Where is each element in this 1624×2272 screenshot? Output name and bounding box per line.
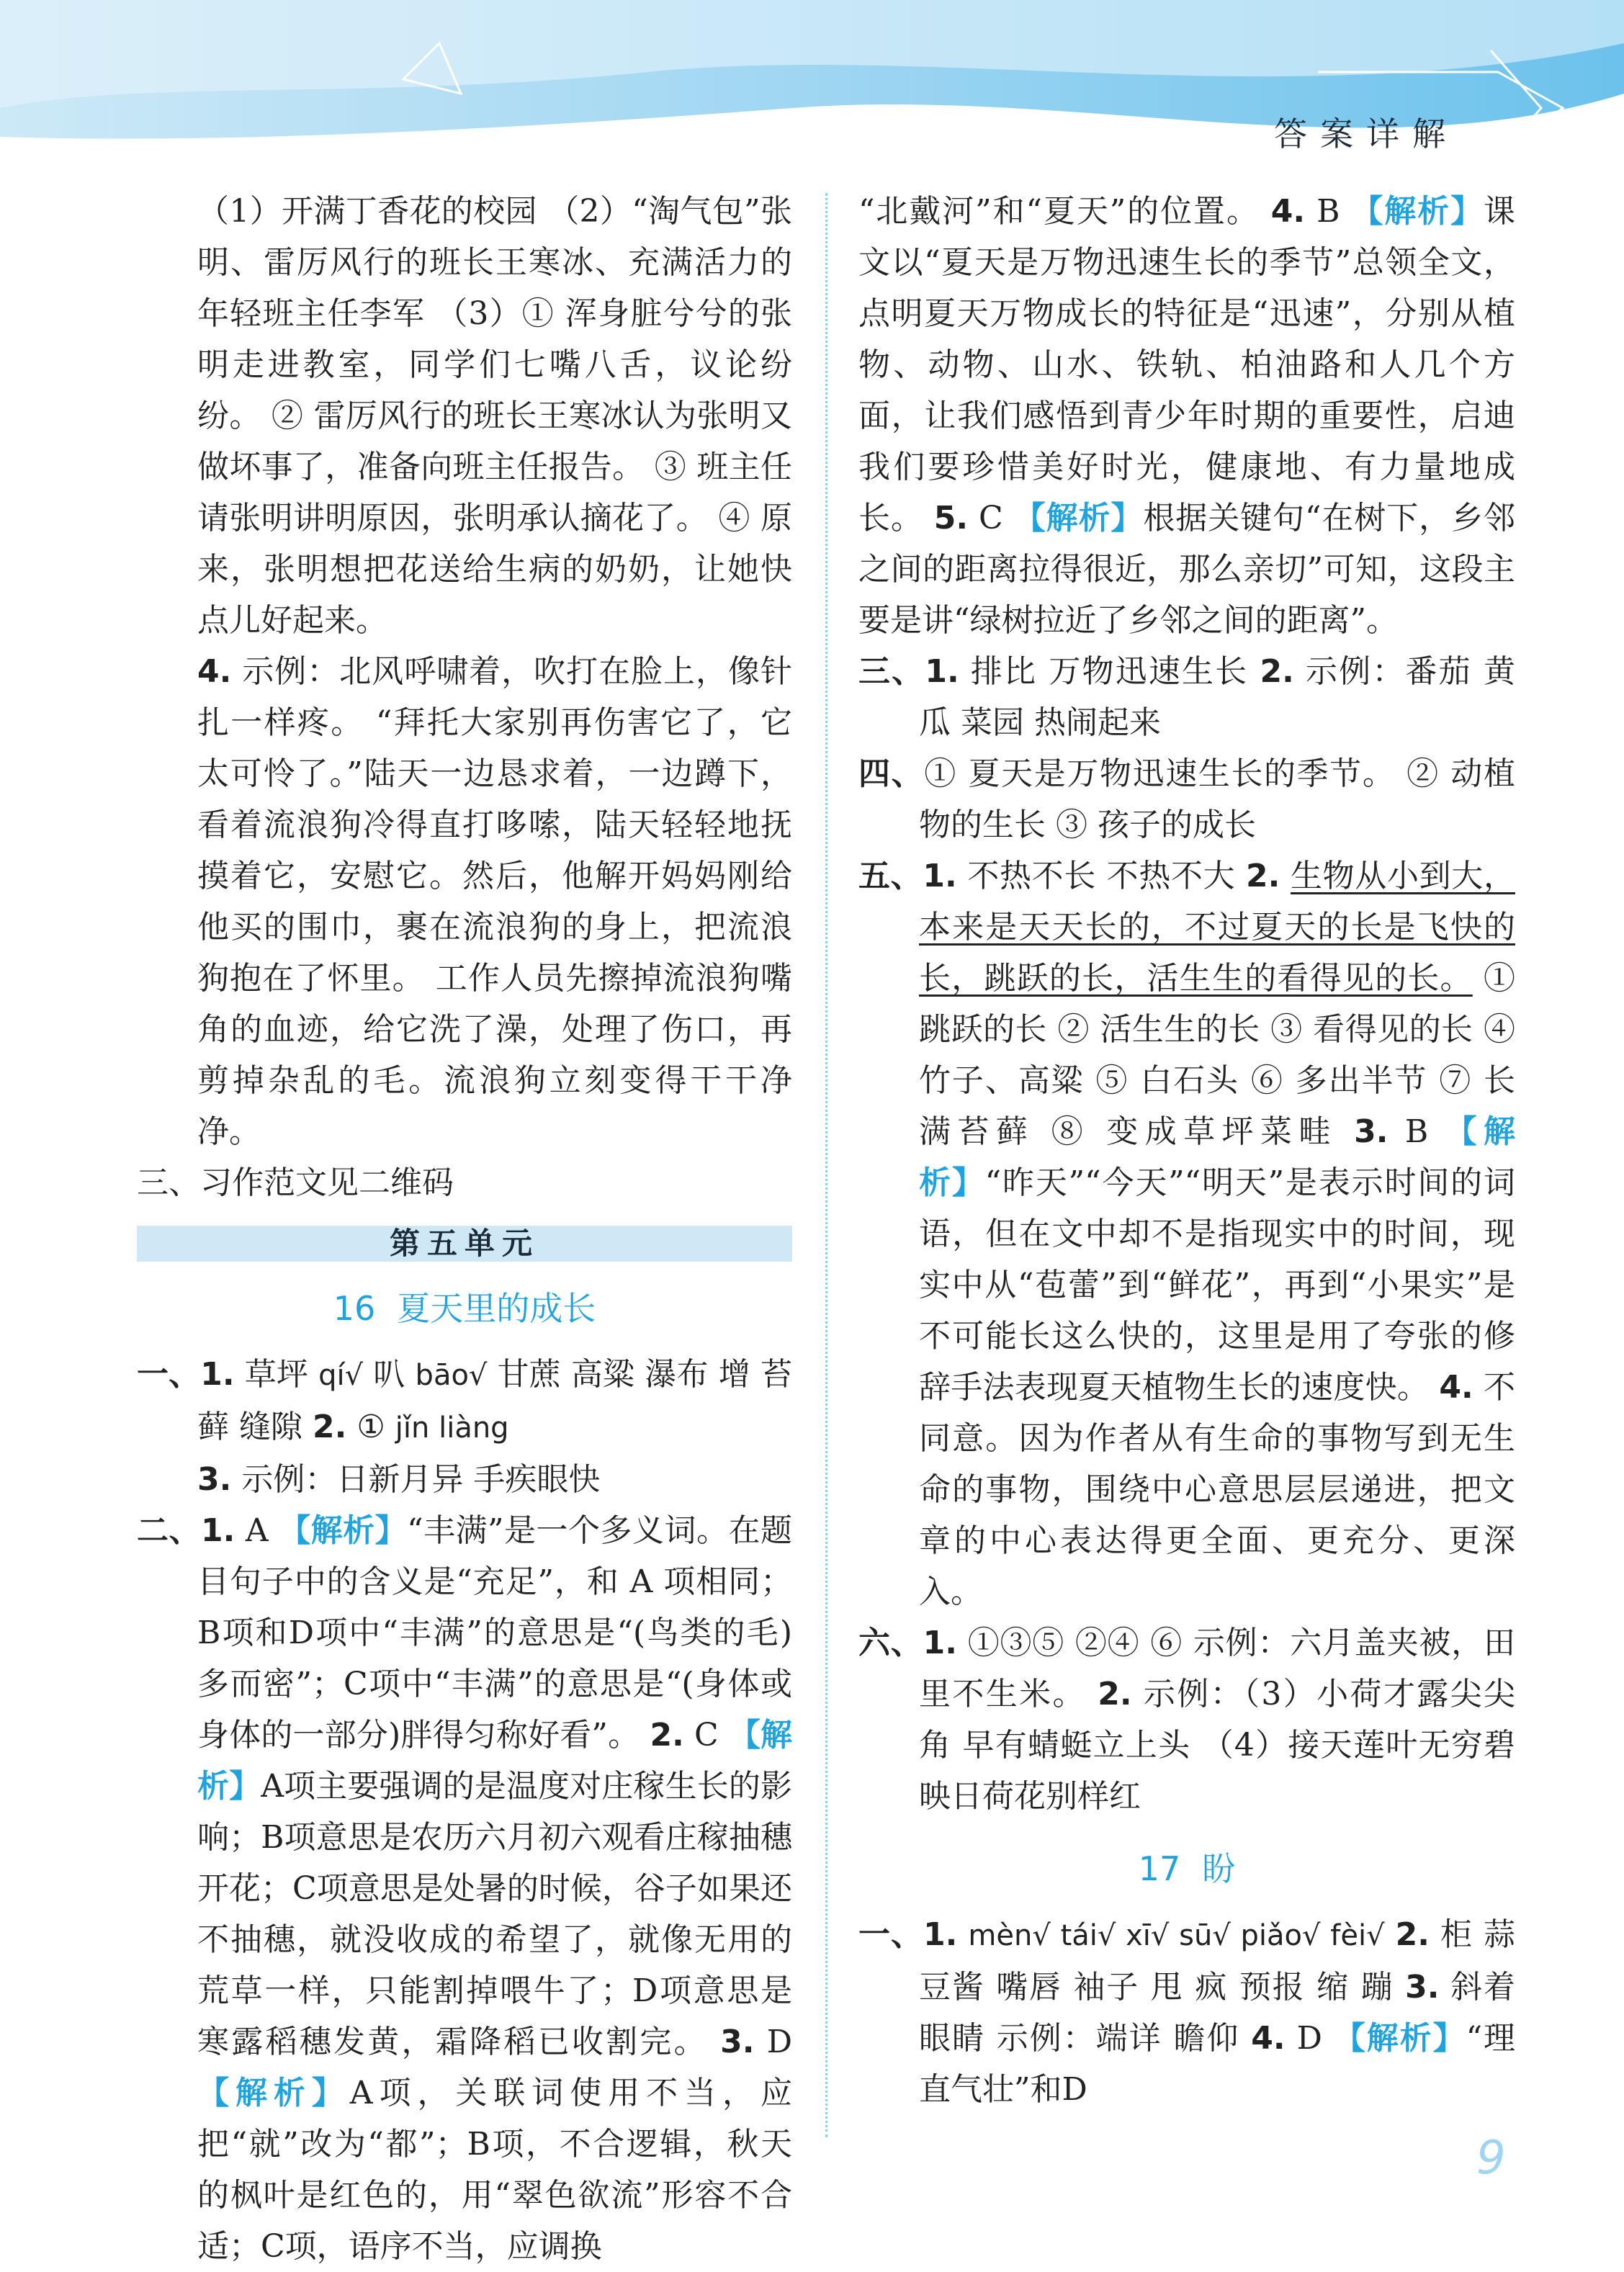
pinyin: bāo√ [415,1359,488,1392]
answer-text: “丰满”是一个多义词。在题目句子中的含义是“充足”，和 A 项相同；B项和D项中“丰满”的意思是“(鸟类的毛)多而密”；C项中“丰满”的意思是“(身体或身体的一部分)胖得匀称好看”。 [197,1512,792,1754]
question-number: 2. [1245,858,1280,894]
answer-section [858,1909,1515,2115]
question-number: 4. [1270,193,1306,230]
section-label: 一、 [858,1916,924,1953]
lesson-name: 盼 [1202,1849,1236,1888]
pinyin: qí√ [318,1359,364,1392]
question-number: 1. [923,858,957,894]
question-number: 2. [650,1717,684,1754]
answer-text: 柜 蒜 豆酱 嘴唇 袖子 甩 疯 预报 缩 蹦 [919,1916,1515,2006]
question-number: 2. [1098,1676,1132,1712]
page-number: 9 [1476,2132,1506,2185]
section-label: 一、 [137,1356,201,1393]
answer-text: 叭 [373,1356,405,1393]
answer-choice: B [1404,1113,1429,1150]
answer-section [858,646,1515,748]
answer-section [858,850,1515,1617]
lesson-title [858,1844,1515,1895]
analysis-tag: 【解析】 [1351,193,1484,230]
column-divider [825,193,827,2137]
question-number: 3. [197,1461,232,1498]
section-label: 六、 [858,1625,923,1661]
lesson-title [137,1283,792,1334]
question-number: 1. [201,1512,235,1549]
section-label: 五、 [858,858,923,894]
underlined-answer: 生物从小到大，本来是天天长的，不过夏天的长是飞快的长，跳跃的长，活生生的看得见的长。 [919,858,1515,997]
question-number: 3. [720,2024,755,2060]
answer-text: ① [356,1409,385,1445]
answer-text: 排比 万物迅速生长 [970,653,1249,690]
unit-title: 第五单元 [137,1226,792,1262]
answer-text: 示例：番茄 黄瓜 菜园 热闹起来 [919,653,1515,741]
answer-choice: D [1296,2020,1322,2057]
answer-choice: D [766,2024,792,2060]
right-column [858,186,1515,2115]
question-number: 1. [925,653,959,690]
lesson-name: 夏天里的成长 [397,1289,596,1328]
answer-choice: A [245,1512,269,1549]
pinyin: mèn√ tái√ xī√ sū√ piǎo√ fèi√ [968,1919,1385,1952]
answer-paragraph [858,186,1515,646]
answer-choice: B [1316,193,1340,230]
section-label: 二、 [137,1512,201,1549]
question-number: 1. [923,1916,958,1953]
question-number: 4. [197,653,232,690]
answer-text: 示例：北风呼啸着，吹打在脸上，像针扎一样疼。 “拜托大家别再伤害它了，它太可怜了。”陆天一边恳求着，一边蹲下，看着流浪狗冷得直打哆嗦，陆天轻轻地抚摸着它，安慰它。然后，他解开妈妈刚给他买的围巾，裹在流浪狗的身上，把流浪狗抱在了怀里。 工作人员先擦掉流浪狗嘴角的血迹，给它洗了澡，处理了伤口，再剪掉杂乱的毛。流浪狗立刻变得干干净净。 [197,653,792,1150]
section-label: 三、 [858,653,925,690]
answer-text: “北戴河”和“夏天”的位置。 [858,193,1260,230]
question-number: 1. [200,1356,235,1393]
analysis-tag: 【解析】 [919,1113,1515,1201]
answer-section [137,1505,792,2272]
answer-section [137,1349,792,1505]
analysis-tag: 【解析】 [1013,500,1144,536]
question-number: 4. [1251,2020,1286,2057]
header-title: 答案详解 [1274,115,1458,153]
answer-text: 不热不长 不热不大 [967,858,1236,894]
question-number: 2. [1395,1916,1430,1953]
analysis-tag: 【解析】 [279,1512,408,1549]
question-number: 2. [313,1409,347,1445]
answer-text: ① 跳跃的长 ② 活生生的长 ③ 看得见的长 ④ 竹子、高粱 ⑤ 白石头 ⑥ 多出半节 ⑦ 长满苔藓 ⑧ 变成草坪菜畦 [919,960,1515,1150]
question-number: 1. [923,1625,957,1661]
answer-section [858,748,1515,850]
answer-choice: C [979,500,1003,536]
lesson-number: 17 [1138,1849,1181,1888]
answer-text: 示例：日新月异 手疾眼快 [241,1461,601,1498]
pinyin: jǐn liàng [395,1411,509,1445]
question-number: 3. [1354,1113,1389,1150]
answer-text: 甘蔗 高粱 瀑布 增 苔藓 缝隙 [197,1356,792,1445]
question-number: 5. [933,500,969,536]
answer-text: 草坪 [244,1356,309,1393]
question-number: 2. [1260,653,1294,690]
question-number: 4. [1439,1369,1473,1406]
section-label: 四、 [858,755,925,792]
answer-text: 课文以“夏天是万物迅速生长的季节”总领全文，点明夏天万物成长的特征是“迅速”，分别从植物、动物、山水、铁轨、柏油路和人几个方面，让我们感悟到青少年时期的重要性，启迪我们要珍惜美好时光，健康地、有力量地成长。 [858,193,1516,536]
answer-section [858,1617,1515,1822]
lesson-number: 16 [333,1289,376,1328]
question-number: 3. [1405,1969,1440,2006]
answer-text: 根据关键句“在树下，乡邻之间的距离拉得很近，那么亲切”可知，这段主要是讲“绿树拉近了乡邻之间的距离”。 [858,500,1516,639]
analysis-tag: 【解析】 [1333,2020,1466,2057]
answer-text: 示例：（3）小荷才露尖尖角 早有蜻蜓立上头 （4）接天莲叶无穷碧 映日荷花别样红 [919,1676,1515,1815]
answer-text: ① 夏天是万物迅速生长的季节。 ② 动植物的生长 ③ 孩子的成长 [919,755,1515,843]
analysis-tag: 【解析】 [197,2075,350,2111]
answer-text: A项主要强调的是温度对庄稼生长的影响；B项意思是农历六月初六观看庄稼抽穗开花；C项意思是处暑的时候，谷子如果还不抽穗，就没收成的希望了，就像无用的荒草一样，只能割掉喂牛了；D项意思是寒露稻穗发黄，霜降稻已收割完。 [197,1768,792,2060]
answer-text: 不同意。因为作者从有生命的事物写到无生命的事物，围绕中心意思层层递进，把文章的中心表达得更全面、更充分、更深入。 [919,1369,1515,1610]
answer-text: A项，关联词使用不当，应把“就”改为“都”；B项，不合逻辑，秋天的枫叶是红色的，用“翠色欲流”形容不合适；C项，语序不当，应调换 [197,2075,792,2265]
left-column [137,186,792,2272]
answer-text: “昨天”“今天”“明天”是表示时间的词语，但在文中却不是指现实中的时间，现实中从“苞蕾”到“鲜花”，再到“小果实”是不可能长这么快的，这里是用了夸张的修辞手法表现夏天植物生长的速度快。 [919,1164,1515,1406]
answer-paragraph [137,646,792,1157]
answer-choice: C [694,1717,719,1754]
answer-text: 斜着眼睛 示例：端详 瞻仰 [919,1969,1515,2057]
answer-paragraph: （1）开满丁香花的校园 （2）“淘气包”张明、雷厉风行的班长王寒冰、充满活力的年轻班主任李军 （3）① 浑身脏兮兮的张明走进教室，同学们七嘴八舌，议论纷纷。 ② 雷厉风行的班长王寒冰认为张明又做坏事了，准备向班主任报告。 ③ 班主任请张明讲明原因，张明承认摘花了。 ④ 原来，张明想把花送给生病的奶奶，让她快点儿好起来。 [197,193,792,639]
header-banner [0,0,1624,187]
analysis-tag: 【解析】 [197,1717,792,1805]
section-heading: 三、习作范文见二维码 [137,1164,454,1201]
answer-text: “理直气壮”和D [919,2020,1515,2108]
answer-text: ①③⑤ ②④ ⑥ 示例：六月盖夹被，田里不生米。 [919,1625,1515,1712]
